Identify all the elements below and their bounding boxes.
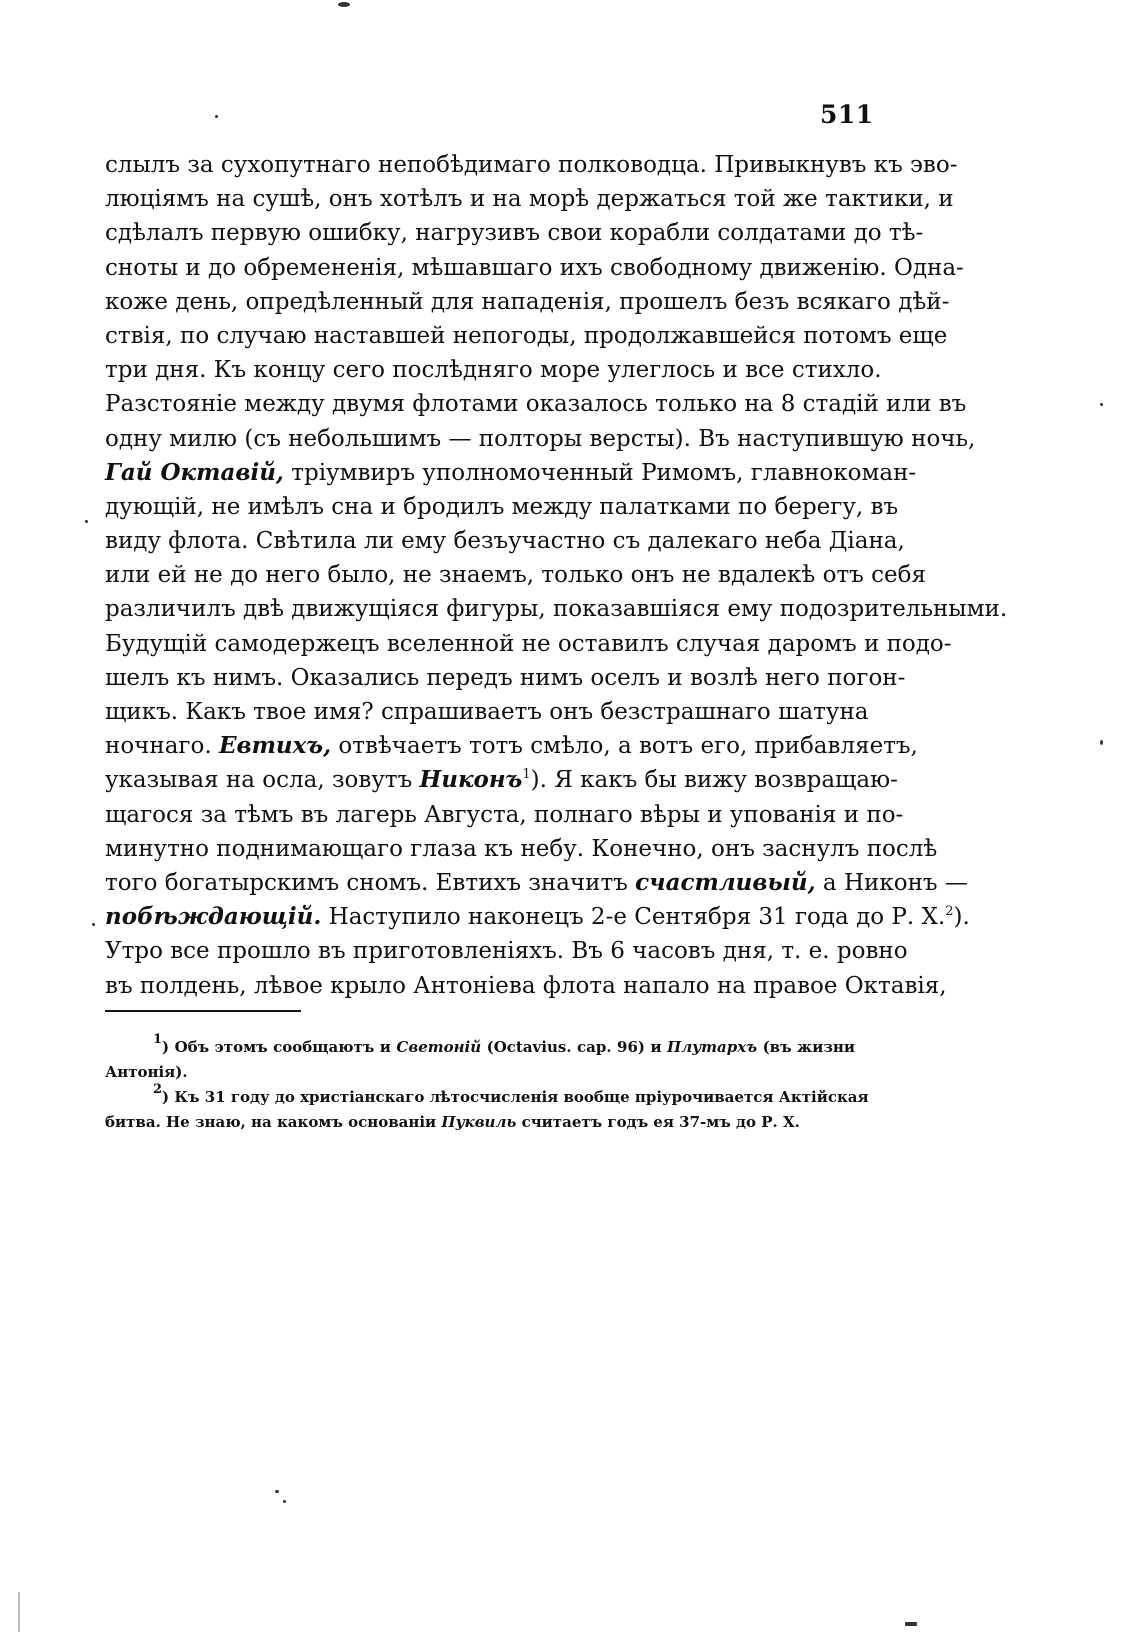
scan-speck <box>905 1622 917 1626</box>
scan-speck <box>1100 403 1103 406</box>
text-run: ночнаго. <box>105 733 219 760</box>
scan-speck <box>85 520 88 523</box>
text-line: сдѣлалъ первую ошибку, нагрузивъ свои корабли солдатами до тѣ- <box>105 220 924 247</box>
text-line: слылъ за сухопутнаго непобѣдимаго полководца. Привыкнувъ къ эво- <box>105 152 958 178</box>
text-line <box>105 763 898 797</box>
footnote-divider <box>105 1010 301 1012</box>
text-line: ствія, по случаю наставшей непогоды, продолжавшейся потомъ еще <box>105 322 948 349</box>
text-line: люціямъ на сушѣ, онъ хотѣлъ и на морѣ держаться той же тактики, и <box>105 186 954 213</box>
text-run: указывая на осла, зовутъ <box>105 767 420 794</box>
text-run: а Никонъ — <box>815 869 968 896</box>
italic-word: счастливый, <box>635 868 816 896</box>
text-line <box>105 900 970 934</box>
text-run: ) Къ 31 году до христіанскаго лѣтосчисленія вообще пріурочивается Актійская <box>162 1088 869 1106</box>
text-line: щагося за тѣмъ въ лагерь Августа, полнаго вѣры и упованія и по- <box>105 801 904 828</box>
text-run: того богатырскимъ сномъ. Евтихъ значитъ <box>105 869 636 896</box>
scan-speck <box>18 1592 20 1632</box>
text-line: Утро все прошло въ приготовленіяхъ. Въ 6 часовъ дня, т. е. ровно <box>105 938 908 965</box>
text-line: Разстояніе между двумя флотами оказалось только на 8 стадій или въ <box>105 391 967 418</box>
footnote-ref[interactable]: 2 <box>945 904 954 920</box>
text-line <box>105 729 918 763</box>
footnote-1-cont: Антонія). <box>105 1063 188 1081</box>
footnote-ref[interactable]: 1 <box>522 767 531 783</box>
body-text <box>105 148 1008 1003</box>
text-run: битва. Не знаю, на какомъ основаніи <box>105 1113 442 1131</box>
italic-word: побѣждающій. <box>105 903 322 931</box>
italic-name: Пуквиль <box>441 1113 517 1131</box>
text-run: ). <box>953 904 970 931</box>
text-line: минутно поднимающаго глаза къ небу. Конечно, онъ заснулъ послѣ <box>105 835 938 862</box>
text-line: въ полдень, лѣвое крыло Антоніева флота напало на правое Октавія, <box>105 972 947 999</box>
text-line <box>105 456 917 490</box>
text-line: шелъ къ нимъ. Оказались передъ нимъ оселъ и возлѣ него погон- <box>105 664 906 691</box>
scan-speck <box>215 115 218 118</box>
text-line: или ей не до него было, не знаемъ, только онъ не вдалекѣ отъ себя <box>105 562 926 589</box>
text-line: сноты и до обремененія, мѣшавшаго ихъ свободному движенію. Одна- <box>105 254 964 281</box>
scan-speck <box>338 2 350 7</box>
text-run: Наступило наконецъ 2-е Сентября 31 года до Р. Х. <box>321 904 946 931</box>
footnote-mark: 1 <box>153 1032 163 1047</box>
italic-name: Плутархъ <box>667 1038 758 1056</box>
italic-name: Никонъ <box>419 766 523 794</box>
text-line: три дня. Къ концу сего послѣдняго море улеглось и все стихло. <box>105 357 882 384</box>
text-line <box>105 866 968 900</box>
text-line: Будущій самодержецъ вселенной не оставилъ случая даромъ и подо- <box>105 630 952 657</box>
footnote-2 <box>105 1082 869 1110</box>
footnote-2-cont <box>105 1110 855 1135</box>
footnote-1 <box>105 1032 856 1060</box>
text-run: (въ жизни <box>757 1038 856 1056</box>
text-run: ) Объ этомъ сообщаютъ и <box>162 1038 397 1056</box>
text-run: считаетъ годъ ея 37-мъ до Р. Х. <box>516 1113 800 1131</box>
text-run: ). Я какъ бы вижу возвращаю- <box>530 767 898 794</box>
page-number: 511 <box>820 100 874 129</box>
scan-speck <box>1100 740 1103 745</box>
text-line: щикъ. Какъ твое имя? спрашиваетъ онъ безстрашнаго шатуна <box>105 699 869 725</box>
text-line: различилъ двѣ движущіяся фигуры, показавшіяся ему подозрительными. <box>105 596 1008 623</box>
text-line: одну милю (съ небольшимъ — полторы версты). Въ наступившую ночь, <box>105 425 976 452</box>
text-run: (Octavius. cap. 96) и <box>481 1038 668 1056</box>
italic-name: Евтихъ, <box>218 732 332 760</box>
scan-speck <box>275 1490 279 1493</box>
text-run: тріумвиръ уполномоченный Римомъ, главнокоман- <box>283 459 917 486</box>
italic-name: Гай Октавій, <box>105 458 284 486</box>
footnotes <box>105 1032 869 1135</box>
footnote-mark: 2 <box>153 1082 163 1097</box>
text-line: коже день, опредѣленный для нападенія, прошелъ безъ всякаго дѣй- <box>105 288 950 315</box>
scan-speck <box>92 923 95 926</box>
text-run: отвѣчаетъ тотъ смѣло, а вотъ его, прибавляетъ, <box>331 733 918 760</box>
italic-name: Светоній <box>396 1038 482 1056</box>
text-line: виду флота. Свѣтила ли ему безъучастно съ далекаго неба Діана, <box>105 528 905 555</box>
text-line: дующій, не имѣлъ сна и бродилъ между палатками по берегу, въ <box>105 493 899 520</box>
scan-speck <box>283 1500 286 1503</box>
